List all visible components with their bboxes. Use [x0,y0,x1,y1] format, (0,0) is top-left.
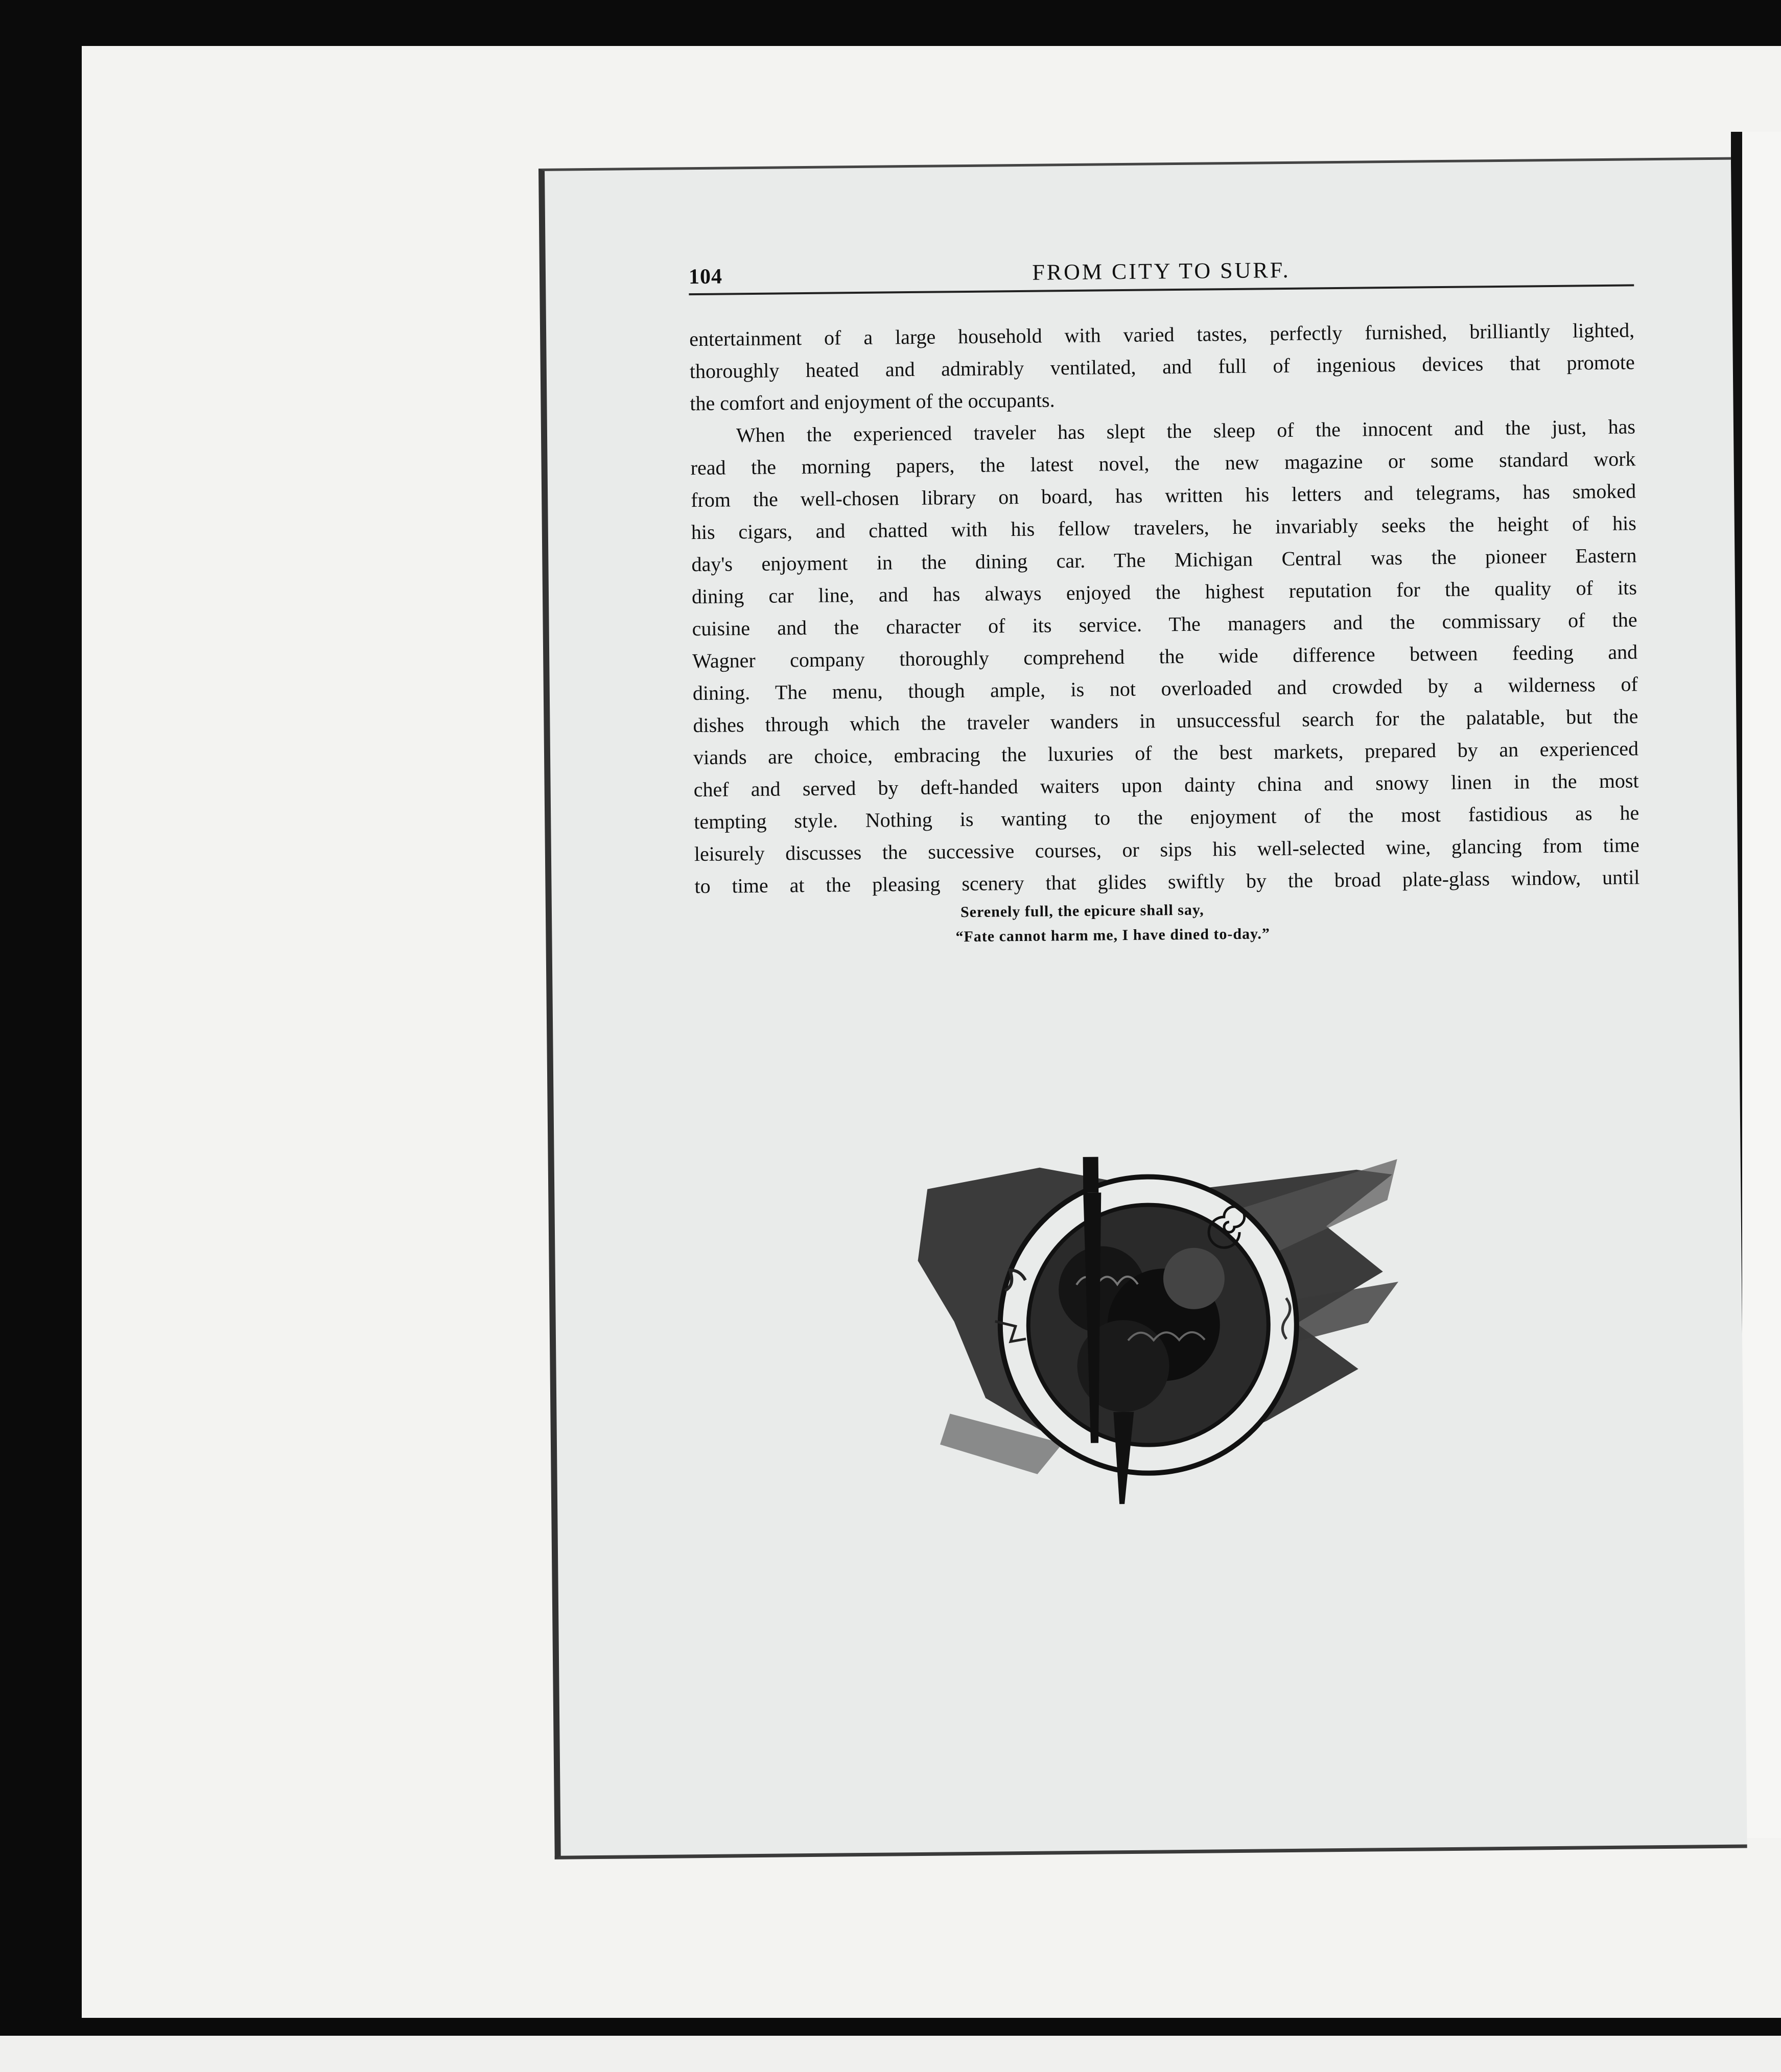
paragraph-1 [689,314,1635,419]
quote-line-1: Serenely full, the epicure shall say, [960,901,1204,921]
epigram-quote [955,896,1467,950]
film-strip-bottom [0,2036,1781,2072]
illustration-svg [907,1154,1411,1516]
running-head: FROM CITY TO SURF. [1032,257,1291,285]
text-line: dining. The menu, though ample, is not overloaded and crowded by a wilderness of [692,672,1638,705]
text-line: tempting style. Nothing is wanting to the enjoyment of the most fastidious as he [694,801,1639,834]
text-line: to time at the pleasing scenery that glides swiftly by the broad plate-glass window, until [694,865,1640,898]
page-header [689,253,1634,295]
text-line: chef and served by deft-handed waiters upon dainty china and snowy linen in the most [693,769,1639,802]
text-line: dishes through which the traveler wanders in unsuccessful search for the palatable, but the [693,704,1638,737]
text-line: When the experienced traveler has slept the sleep of the innocent and the just, has [736,415,1636,447]
text-line: entertainment of a large household with varied tastes, perfectly furnished, brilliantly lighted, [689,318,1635,351]
dinner-plate-engraving-icon [907,1154,1411,1516]
text-line: his cigars, and chatted with his fellow travelers, he invariably seeks the height of his [691,511,1636,544]
text-line: from the well-chosen library on board, has written his letters and telegrams, has smoked [691,479,1636,512]
text-line: day's enjoyment in the dining car. The Michigan Central was the pioneer Eastern [691,544,1637,576]
quote-line-2: “Fate cannot harm me, I have dined to-day.” [955,925,1271,946]
body-text [689,314,1640,902]
text-line: leisurely discusses the successive courses, or sips his well-selected wine, glancing from time [694,833,1640,866]
text-line: viands are choice, embracing the luxuries of the best markets, prepared by an experienced [693,737,1639,769]
page-number: 104 [688,265,723,289]
book-page [538,157,1747,1859]
text-line: thoroughly heated and admirably ventilated, and full of ingenious devices that promote [689,350,1635,383]
text-line: read the morning papers, the latest novel, the new magazine or some standard work [690,447,1636,480]
paragraph-2 [690,410,1640,902]
text-line: the comfort and enjoyment of the occupants. [690,388,1055,415]
text-line: dining car line, and has always enjoyed the highest reputation for the quality of its [691,576,1637,608]
text-line: Wagner company thoroughly comprehend the wide difference between feeding and [692,640,1638,673]
text-line: cuisine and the character of its service. The managers and the commissary of the [692,608,1637,641]
